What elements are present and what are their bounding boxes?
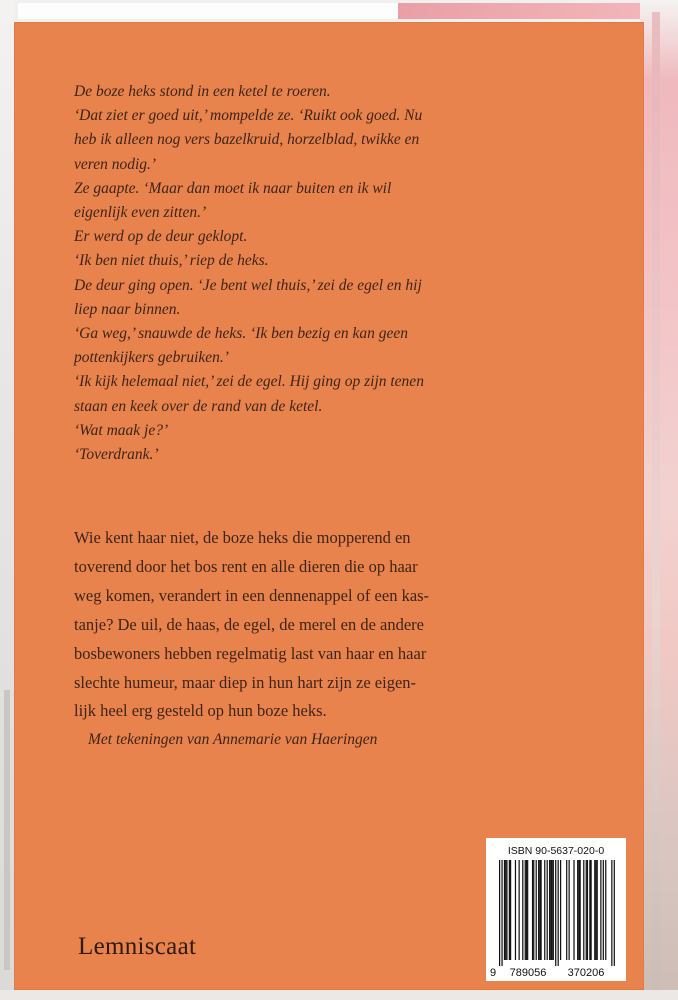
barcode-bar xyxy=(558,860,559,966)
barcode-bar xyxy=(566,860,567,960)
barcode-bar xyxy=(509,860,510,960)
barcode-bar xyxy=(504,860,505,960)
barcode-bar xyxy=(587,860,588,960)
barcode-bar xyxy=(539,860,540,960)
barcode-bar xyxy=(580,860,581,960)
barcode-bar xyxy=(555,860,556,966)
top-edge-spine-color xyxy=(398,3,648,19)
barcode-graphic xyxy=(486,838,626,981)
barcode-bar xyxy=(532,860,533,960)
excerpt-line: ‘Ik kijk helemaal niet,’ zei de egel. Hij ging op zijn tenen xyxy=(74,373,424,391)
back-cover xyxy=(14,22,644,990)
excerpt-line: veren nodig.’ xyxy=(74,155,157,173)
book-blurb xyxy=(74,524,598,726)
top-edge-paper xyxy=(18,3,398,19)
ean-first-digit: 9 xyxy=(490,967,497,979)
barcode-bar xyxy=(550,860,551,960)
excerpt-line: ‘Ga weg,’ snauwde de heks. ‘Ik ben bezig en kan geen xyxy=(74,325,409,343)
barcode-bar xyxy=(597,860,598,960)
spine-highlight xyxy=(652,12,660,992)
barcode-bar xyxy=(536,860,537,960)
barcode-bar xyxy=(551,860,552,960)
barcode-bar xyxy=(506,860,507,960)
ean-right-digits: 370206 xyxy=(567,967,605,979)
excerpt-line: staan en keek over de rand van de ketel. xyxy=(74,397,323,415)
barcode-bar xyxy=(501,860,502,966)
barcode-bar xyxy=(533,860,534,960)
barcode-bar xyxy=(540,860,541,960)
barcode-bar xyxy=(526,860,527,960)
excerpt-line: ‘Ik ben niet thuis,’ riep de heks. xyxy=(74,252,269,270)
story-excerpt xyxy=(74,80,594,467)
barcode-bar xyxy=(603,860,604,960)
barcode-bar xyxy=(510,860,511,960)
excerpt-line: pottenkijkers gebruiken.’ xyxy=(74,349,229,367)
barcode-bar xyxy=(600,860,601,960)
barcode-bar xyxy=(577,860,578,960)
barcode-bar xyxy=(515,860,516,960)
barcode-bar xyxy=(560,860,561,960)
barcode-bar xyxy=(522,860,523,960)
excerpt-line: ‘Toverdrank.’ xyxy=(74,446,159,464)
barcode-bar xyxy=(519,860,520,960)
barcode-bar xyxy=(538,860,539,960)
blurb-line: slechte humeur, maar diep in hun hart zijn ze eigen- xyxy=(74,672,417,692)
barcode-bar xyxy=(614,860,615,966)
publisher-logo: Lemniscaat xyxy=(78,933,197,960)
excerpt-line: De boze heks stond in een ketel te roeren. xyxy=(74,83,331,100)
barcode-bar xyxy=(527,860,528,960)
excerpt-line: eigenlijk even zitten.’ xyxy=(74,204,207,222)
excerpt-line: liep naar binnen. xyxy=(74,300,181,318)
barcode-bar xyxy=(569,860,570,960)
ean-left-digits: 789056 xyxy=(509,967,547,979)
blurb-line: lijk heel erg gesteld op hun boze heks. xyxy=(74,701,327,721)
isbn-barcode xyxy=(486,838,626,981)
barcode-bar xyxy=(505,860,506,960)
barcode-bar xyxy=(573,860,574,960)
barcode-bar xyxy=(549,860,550,960)
blurb-line: toverend door het bos rent en alle dieren die op haar xyxy=(74,556,418,576)
blurb-line: Wie kent haar niet, de boze heks die mopperend en xyxy=(74,528,411,547)
barcode-bar xyxy=(589,860,590,960)
blurb-line: weg komen, verandert in een dennenappel of een kas- xyxy=(74,585,430,605)
barcode-bar xyxy=(594,860,595,960)
excerpt-line: heb ik alleen nog vers bazelkruid, horzelblad, twikke en xyxy=(74,131,420,149)
excerpt-line: Ze gaapte. ‘Maar dan moet ik naar buiten en ik wil xyxy=(74,179,392,197)
barcode-bar xyxy=(611,860,612,966)
barcode-bar xyxy=(499,860,500,966)
barcode-bar xyxy=(583,860,584,960)
barcode-bar xyxy=(525,860,526,960)
excerpt-line: Er werd op de deur geklopt. xyxy=(74,228,248,246)
barcode-bar xyxy=(547,860,548,960)
excerpt-line: ‘Dat ziet er goed uit,’ mompelde ze. ‘Ruikt ook goed. Nu xyxy=(74,107,423,125)
excerpt-line: De deur ging open. ‘Je bent wel thuis,’ zei de egel en hij xyxy=(74,276,422,294)
barcode-bar xyxy=(605,860,606,960)
illustrator-credit: Met tekeningen van Annemarie van Haeringen xyxy=(88,731,378,748)
blurb-line: tanje? De uil, de haas, de egel, de merel en de andere xyxy=(74,614,424,634)
barcode-bar xyxy=(578,860,579,960)
barcode-bar xyxy=(586,860,587,960)
barcode-bar xyxy=(591,860,592,960)
isbn-label: ISBN 90-5637-020-0 xyxy=(507,845,605,857)
blurb-line: bosbewoners hebben regelmatig last van haar en haar xyxy=(74,643,427,663)
left-edge-shadow xyxy=(4,690,10,970)
barcode-bar xyxy=(595,860,596,960)
book-bottom-edge xyxy=(0,990,678,1000)
barcode-bar xyxy=(553,860,554,960)
excerpt-line: ‘Wat maak je?’ xyxy=(74,421,169,439)
barcode-bar xyxy=(544,860,545,960)
